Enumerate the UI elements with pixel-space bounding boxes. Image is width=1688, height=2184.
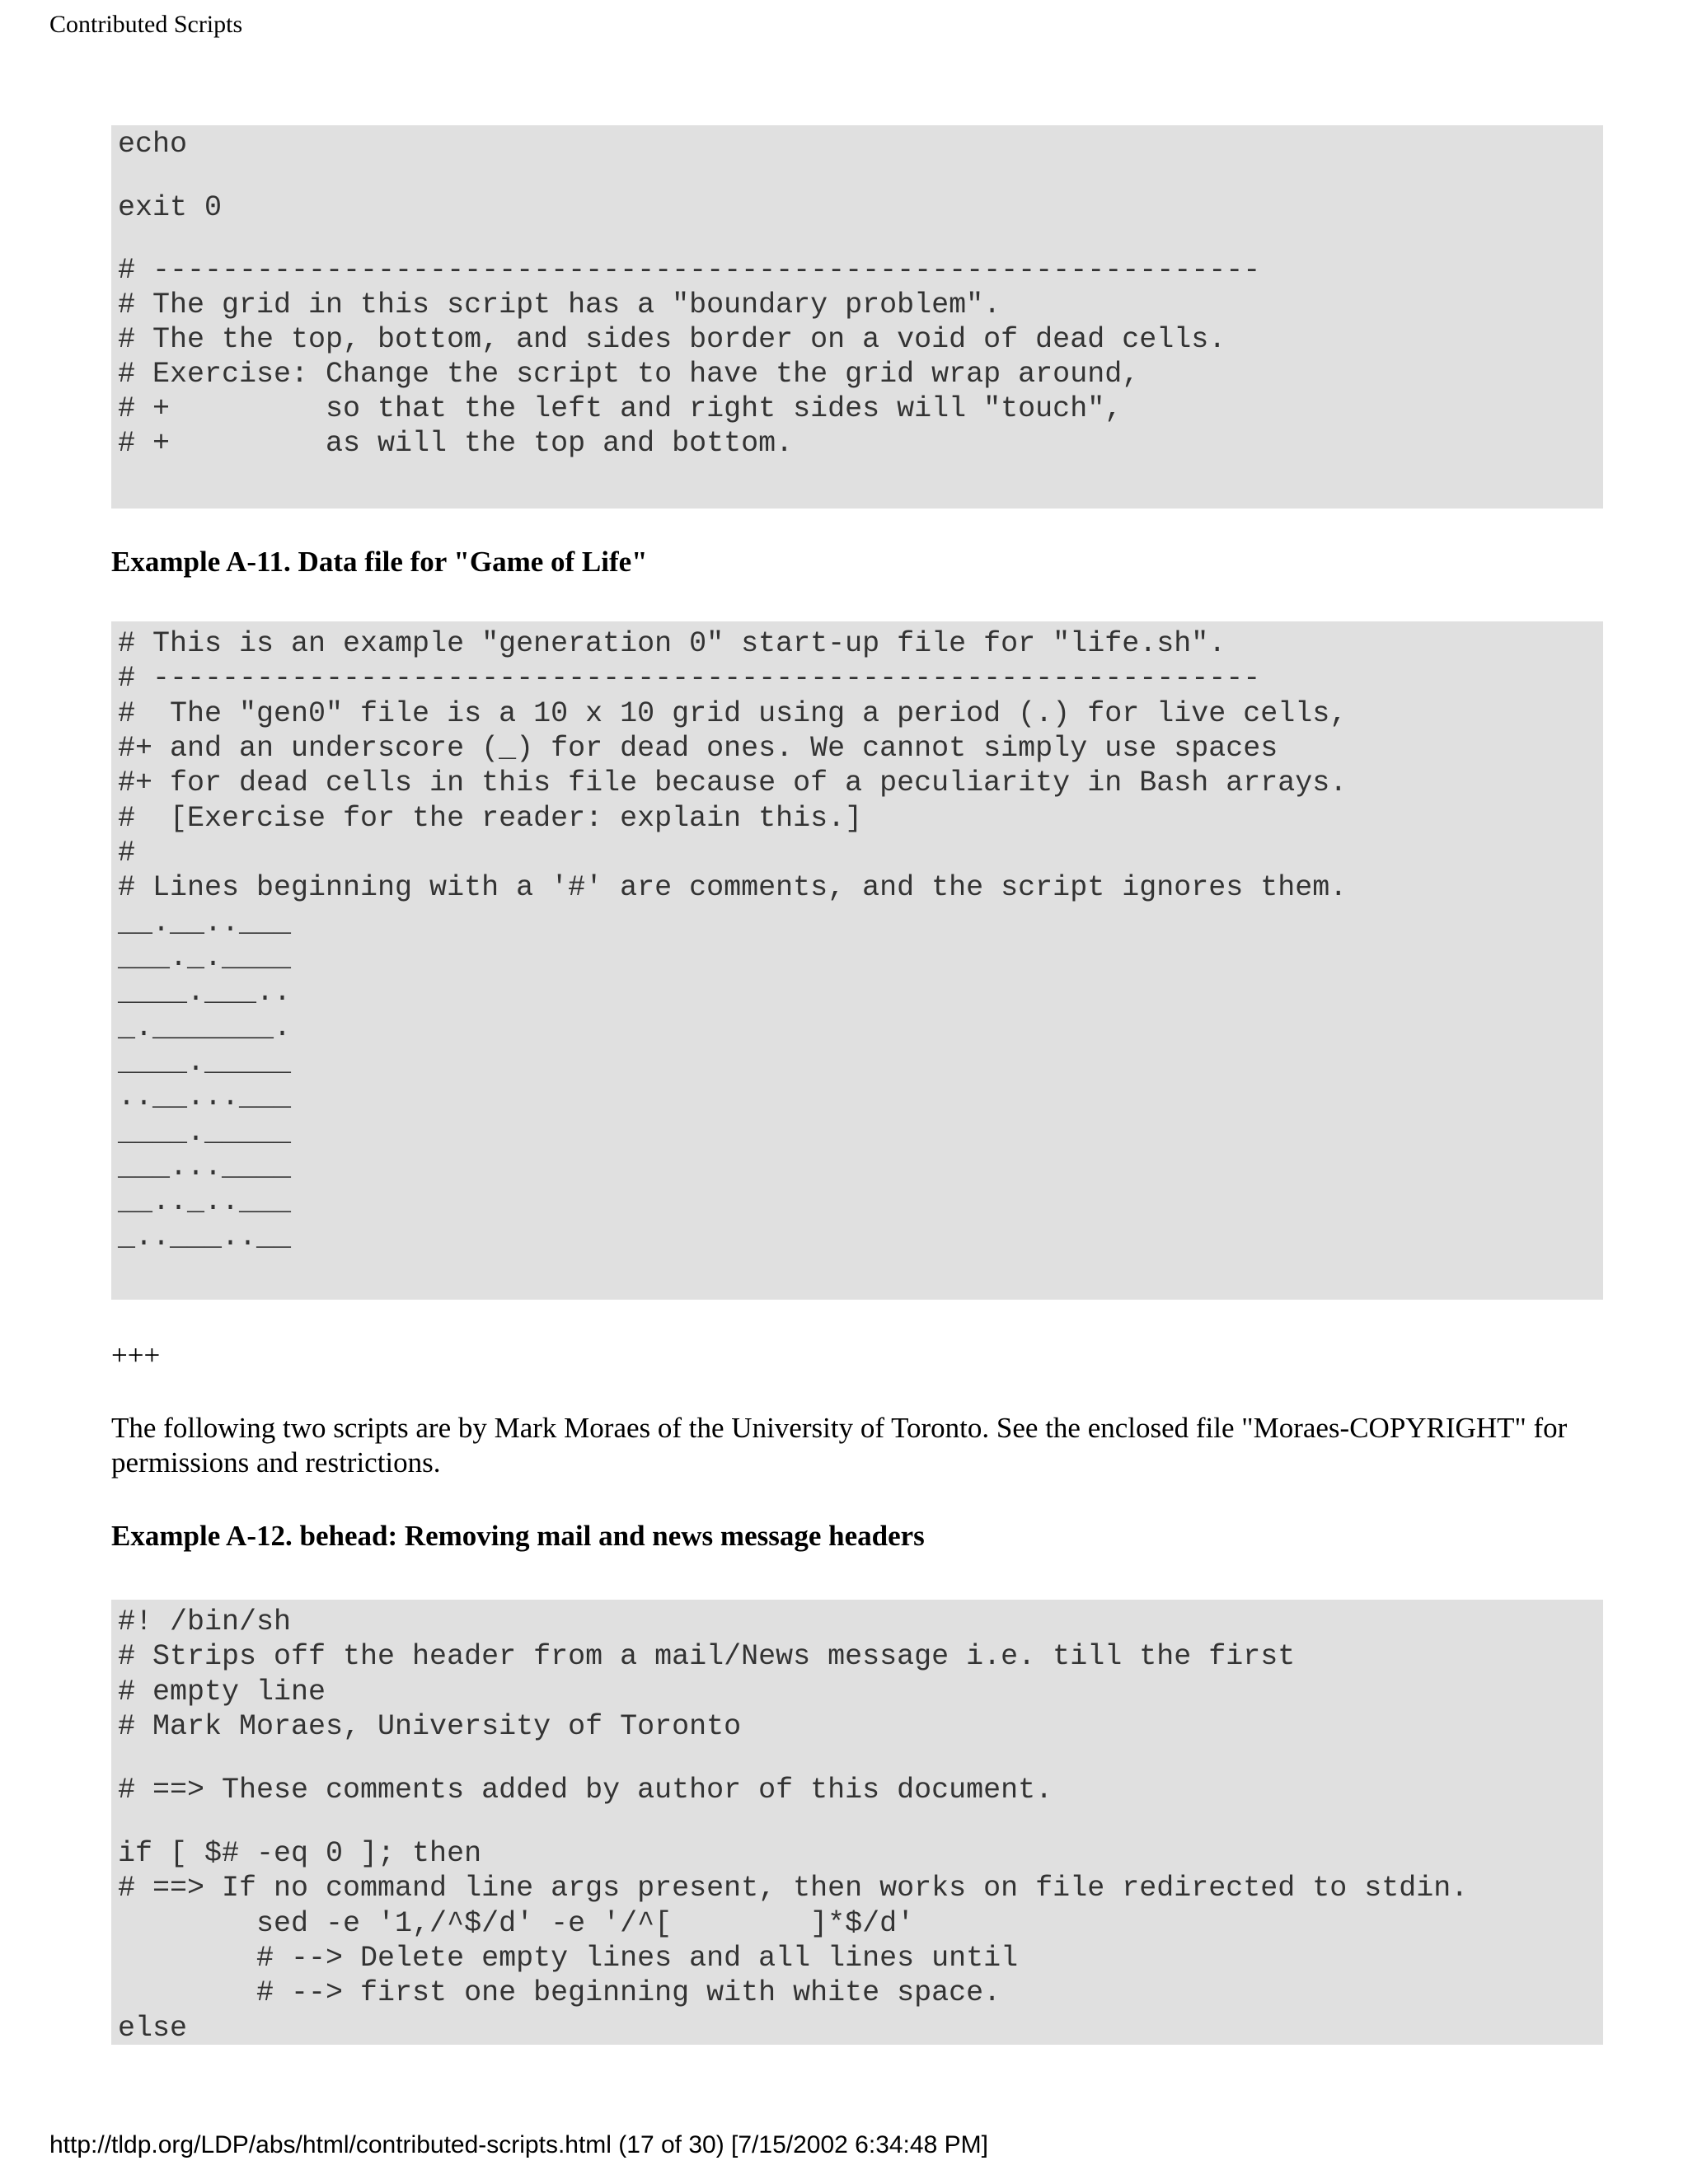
code-line: # The grid in this script has a "boundary problem". [118, 288, 1001, 321]
grid-row: ____._____ [118, 1116, 292, 1149]
code-line: if [ $# -eq 0 ]; then [118, 1837, 482, 1870]
code-line: #+ and an underscore (_) for dead ones. We cannot simply use spaces [118, 732, 1278, 765]
grid-row: __.._..___ [118, 1185, 292, 1218]
code-line: # --> first one beginning with white space. [118, 1976, 1001, 2009]
code-line: # ---------------------------------------------------------------- [118, 662, 1261, 695]
code-line: # [118, 837, 136, 869]
page-footer-url: http://tldp.org/LDP/abs/html/contributed-scripts.html (17 of 30) [7/15/2002 6:34:48 PM] [49, 2131, 988, 2158]
code-line: # + so that the left and right sides will "touch", [118, 392, 1123, 425]
code-line: #+ for dead cells in this file because of a peculiarity in Bash arrays. [118, 766, 1348, 799]
code-line: exit 0 [118, 191, 223, 224]
intro-line: The following two scripts are by Mark Moraes of the University of Toronto. See the enclosed file "Moraes-COPYRIGHT" for [111, 1412, 1568, 1444]
grid-row: ..__...___ [118, 1080, 292, 1113]
code-line: echo [118, 128, 188, 161]
code-line: # Strips off the header from a mail/News message i.e. till the first [118, 1640, 1296, 1673]
grid-row: _..___..__ [118, 1221, 292, 1254]
intro-paragraph [111, 1411, 1611, 1480]
code-line: # + as will the top and bottom. [118, 427, 794, 460]
code-line: # Exercise: Change the script to have the grid wrap around, [118, 358, 1140, 391]
code-block-life-end [111, 125, 1603, 509]
code-line: # ==> If no command line args present, then works on file redirected to stdin. [118, 1872, 1469, 1905]
grid-row: ____._____ [118, 1046, 292, 1079]
grid-row: ___...____ [118, 1151, 292, 1183]
grid-row: __.__..___ [118, 907, 292, 940]
intro-line: permissions and restrictions. [111, 1446, 441, 1479]
code-line: # The the top, bottom, and sides border on a void of dead cells. [118, 323, 1226, 356]
code-line: #! /bin/sh [118, 1605, 292, 1638]
code-line: # ---------------------------------------------------------------- [118, 254, 1261, 287]
example-a11-title: Example A-11. Data file for "Game of Life" [111, 546, 648, 578]
code-line: # The "gen0" file is a 10 x 10 grid using a period (.) for live cells, [118, 697, 1348, 730]
code-line: # Lines beginning with a '#' are comments, and the script ignores them. [118, 871, 1348, 904]
code-line: # ==> These comments added by author of this document. [118, 1774, 1053, 1807]
grid-row: ___._.____ [118, 941, 292, 974]
code-line: else [118, 2012, 188, 2045]
grid-row: _._______. [118, 1011, 292, 1044]
code-line: # This is an example "generation 0" start-up file for "life.sh". [118, 627, 1226, 660]
code-block-behead [111, 1600, 1603, 2045]
code-line: # [Exercise for the reader: explain this.] [118, 802, 863, 835]
code-line: # empty line [118, 1675, 326, 1708]
separator: +++ [111, 1339, 161, 1371]
example-a12-title: Example A-12. behead: Removing mail and news message headers [111, 1520, 925, 1552]
code-line: # Mark Moraes, University of Toronto [118, 1710, 742, 1743]
grid-row: ____.___.. [118, 976, 292, 1009]
page-header-title: Contributed Scripts [49, 11, 243, 38]
code-line: # --> Delete empty lines and all lines until [118, 1942, 1019, 1975]
code-block-gen0 [111, 621, 1603, 1300]
code-line: sed -e '1,/^$/d' -e '/^[ ]*$/d' [118, 1907, 915, 1940]
